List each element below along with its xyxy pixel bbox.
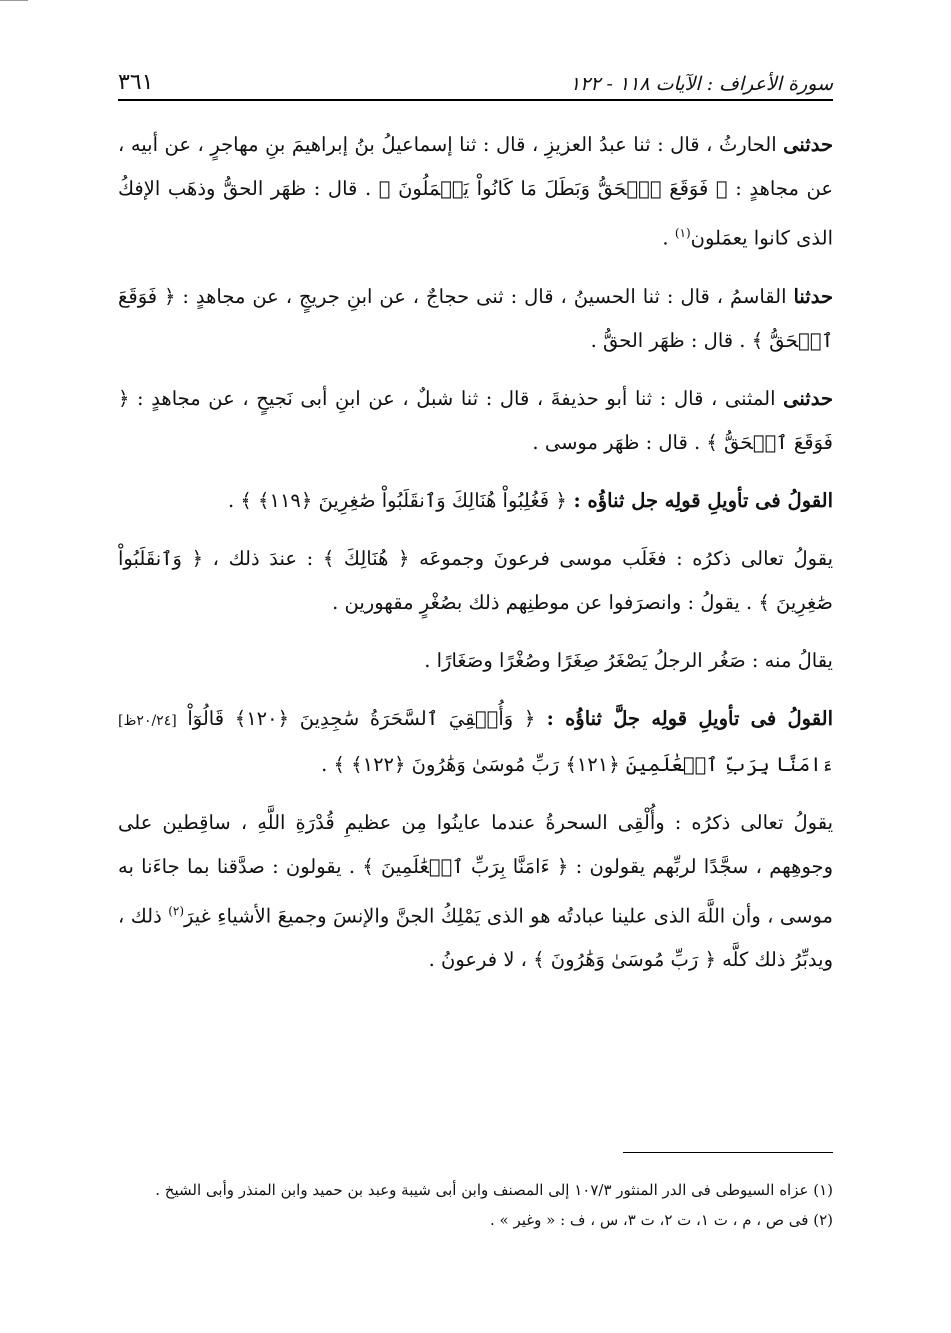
footnote-rule (623, 1152, 833, 1153)
quran-verse: ﴿ فَوَقَعَ ٱلۡحَقُّ ﴾ (118, 284, 833, 352)
scan-edge-mark (0, 0, 28, 1)
quran-verse: ءَامَنَّا بِرَبِّ ٱلۡعَٰلَمِينَ ﴿١٢١﴾ رَبِّ مُوسَىٰ وَهَٰرُونَ ﴿١٢٢﴾ ﴾ (333, 752, 833, 776)
paragraph (118, 537, 833, 625)
quran-verse: ﴿ فَوَقَعَ ٱلۡحَقُّ وَبَطَلَ مَا كَانُواْ يَعۡمَلُونَ ﴾ (378, 177, 728, 200)
quran-verse: ﴿ هُنَالِكَ ﴾ (322, 546, 410, 570)
paragraph-text: المثنى ، قال : ثنا أبو حذيفةَ ، قال : ثنا شبلٌ ، عن ابنِ أبى نَجيحٍ ، عن مجاهدٍ : (129, 386, 784, 410)
quran-verse: ﴿ فَغُلِبُواْ هُنَالِكَ وَٱنقَلَبُواْ صَٰغِرِينَ ﴿١١٩﴾ ﴾ (240, 488, 567, 512)
paragraph-text: . (228, 488, 241, 512)
footnote-1: (١) عزاه السيوطى فى الدر المنثور ١٠٧/٣ إلى المصنف وابن أبى شيبة وعبد بن حميد وابن المنذر وأبى الشيخ . (155, 1181, 833, 1199)
narrator-keyword: حدثنى (783, 386, 833, 410)
running-title: سورة الأعراف : الآيات ١١٨ - ١٢٢ (569, 73, 833, 95)
page-number: ٣٦١ (118, 70, 154, 95)
narrator-keyword: حدثنا (793, 284, 833, 308)
quran-verse: ﴿ وَٱنقَلَبُواْ صَٰغِرِينَ ﴾ (118, 546, 833, 614)
paragraph-text: . قال : ظهَر موسى . (532, 430, 707, 454)
section-heading: القولُ فى تأويلِ قولِه جلَّ ثناؤُه : (535, 706, 833, 730)
paragraph-text: . قال : ظهَر الحقُّ وذهَب الإفكُ الذى كانوا يعمَلون (118, 177, 833, 250)
quran-verse: ﴿ ءَامَنَّا بِرَبِّ ٱلۡعَٰلَمِينَ ﴾ (362, 854, 569, 878)
paragraph-text: ، لا فرعونُ . (428, 948, 534, 971)
section-heading: القولُ فى تأويلِ قولِه جل ثناؤُه : (566, 488, 833, 512)
paragraph-text: يقولُ تعالى ذكرُه : وأُلْقِى السحرةُ عندما عاينُوا مِن عظيمِ قُدْرَةِ اللَّهِ ، ساقِطين على وجوهِهم ، سجَّدًا لربِّهم يقولون : (118, 810, 833, 878)
paragraph (118, 377, 833, 465)
quran-verse: ﴿ رَبِّ مُوسَىٰ وَهَٰرُونَ ﴾ (533, 948, 716, 971)
paragraph (118, 801, 833, 983)
paragraph-text: ذلك ، ويدبِّرُ ذلك كلَّه (118, 904, 833, 971)
footnote-2: (٢) فى ص ، م ، ت ١، ت ٢، ت ٣، س ، ف : « وغير » . (489, 1211, 833, 1229)
paragraph-text: : عندَ ذلك ، (203, 546, 323, 570)
book-page (118, 55, 833, 996)
paragraph-text: . يقولون : صدَّقنا بما جاءَنا به موسى ، وأن اللَّهَ الذى علينا عبادتُه هو الذى يَمْلِكُ الجنَّ والإنسَ وجميعَ الأشياءِ غيرَ (118, 854, 834, 927)
paragraph (118, 479, 833, 523)
manuscript-ref: [٢٠/٢٤ظ] (118, 712, 177, 729)
paragraph-text: يقالُ منه : صَغُر الرجلُ يَصْغَرُ صِغَرًا وصُغْرًا وصَغَارًا . (424, 648, 833, 672)
paragraph (118, 639, 833, 683)
header-rule (118, 99, 833, 101)
footnote-marker: (٢) (168, 903, 185, 918)
footnote-marker: (١) (674, 226, 691, 240)
paragraph-text: . يقولُ : وانصرَفوا عن موطنِهم ذلك بصُغْرٍ مقهورين . (332, 590, 759, 614)
footnotes (118, 1175, 833, 1235)
narrator-keyword: حدثنى (783, 133, 833, 156)
paragraph-text: . (321, 752, 334, 776)
paragraph-text: الحارثُ ، قال : ثنا عبدُ العزيزِ ، قال : ثنا إسماعيلُ بنُ إبراهيمَ بنِ مهاجرٍ ، عن أبيه ، عن مجاهدٍ : (118, 133, 833, 200)
paragraph (118, 275, 833, 363)
paragraph-text: . (662, 226, 675, 250)
paragraph-text: يقولُ تعالى ذكرُه : فغَلَب موسى فرعونَ وجموعَه (409, 546, 834, 570)
paragraph (118, 123, 833, 261)
quran-verse: ﴿ فَوَقَعَ ٱلۡحَقُّ ﴾ (118, 386, 833, 454)
page-header (118, 55, 833, 95)
paragraph-text: . قال : ظهَر الحقُّ . (590, 328, 752, 352)
quran-verse: ﴿ وَأُلۡقِيَ ٱلسَّحَرَةُ سَٰجِدِينَ ﴿١٢٠﴾ قَالُوٓاْ (176, 706, 536, 730)
page-body (118, 123, 833, 982)
paragraph-text: القاسمُ ، قال : ثنا الحسينُ ، قال : ثنى حجاجٌ ، عن ابنِ جريجٍ ، عن مجاهدٍ : (175, 284, 794, 308)
paragraph (118, 697, 833, 787)
